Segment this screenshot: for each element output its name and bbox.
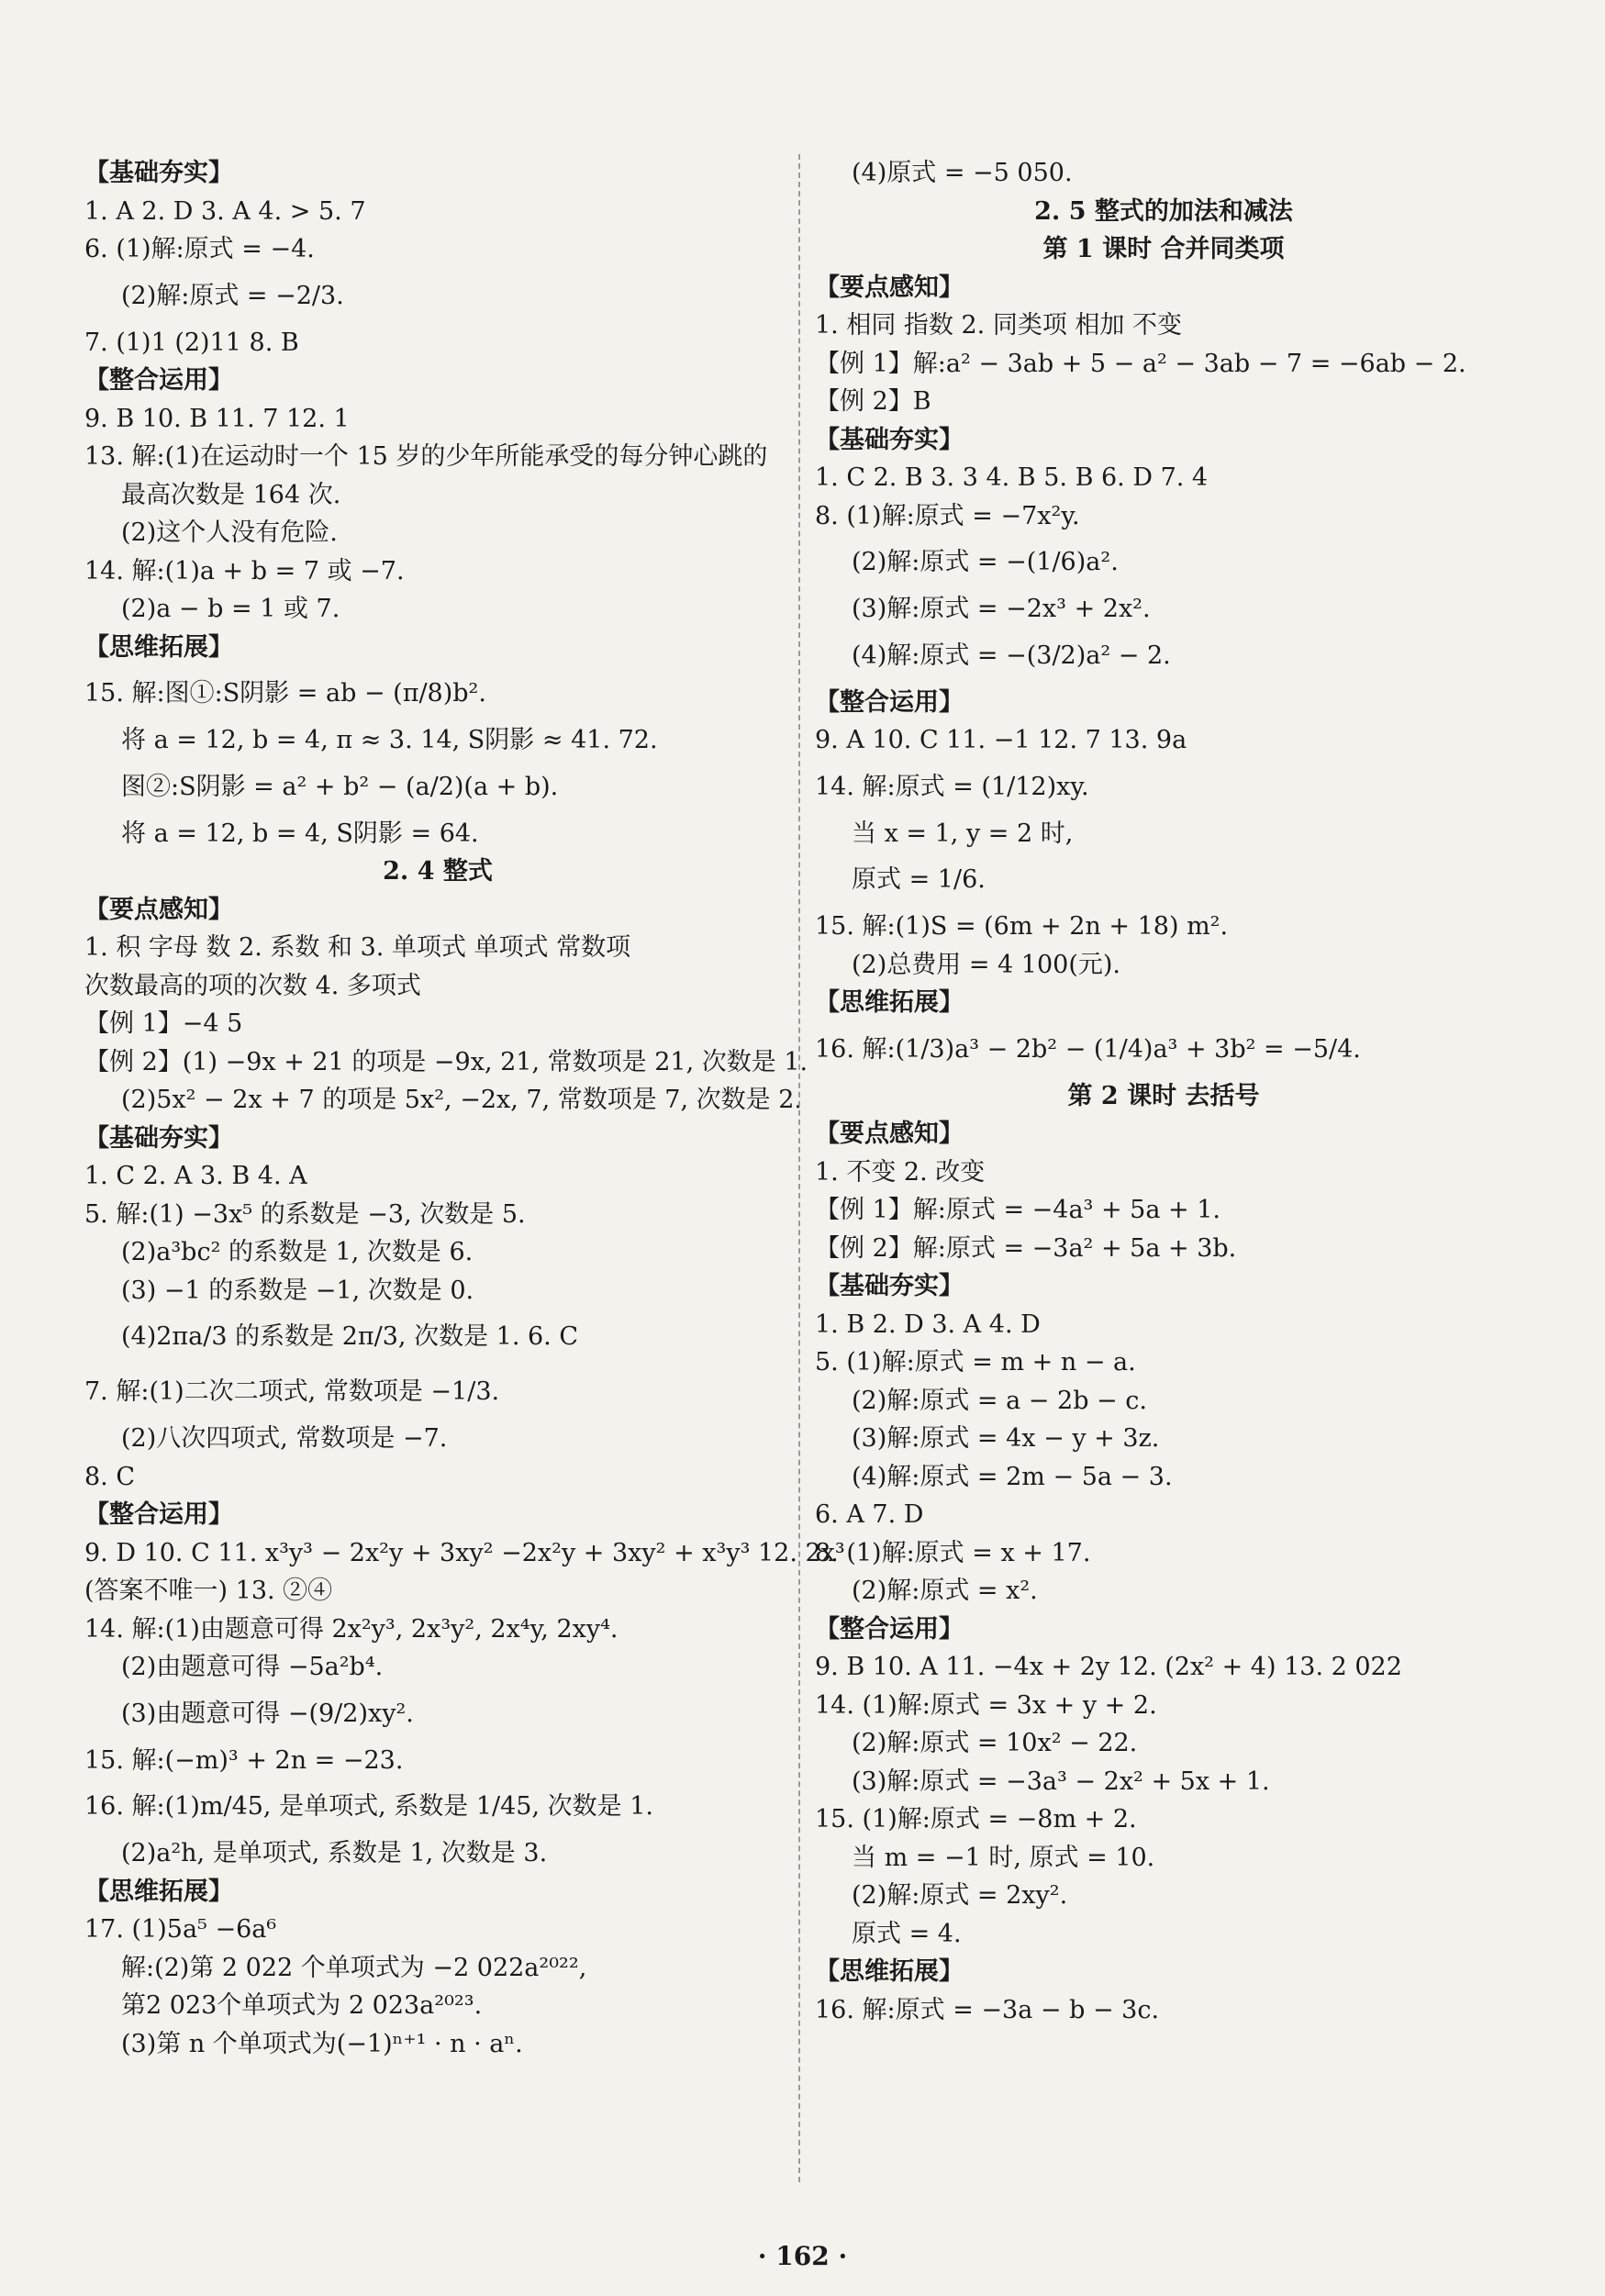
answer-line: 15. 解:图①:S阴影 = ab − (π/8)b². [84, 679, 486, 708]
answer-line: (2)解:原式 = −(1/6)a². [852, 548, 1119, 576]
answer-line: 解:(2)第 2 022 个单项式为 −2 022a²⁰²², [121, 1953, 587, 1982]
chapter-title: 第 1 课时 合并同类项 [1042, 235, 1285, 263]
answer-line: 1. C 2. A 3. B 4. A [84, 1162, 307, 1190]
answer-line: 【例 1】解:原式 = −4a³ + 5a + 1. [815, 1196, 1220, 1224]
section-heading: 【整合运用】 [815, 687, 964, 717]
answer-line: 14. (1)解:原式 = 3x + y + 2. [815, 1690, 1157, 1720]
answer-line: (2)5x² − 2x + 7 的项是 5x², −2x, 7, 常数项是 7, 次数是 2. [121, 1086, 802, 1114]
answer-line: 【例 2】解:原式 = −3a² + 5a + 3b. [815, 1233, 1237, 1263]
answer-line: (3)由题意可得 −(9/2)xy². [121, 1699, 414, 1728]
answer-line: 9. B 10. B 11. 7 12. 1 [84, 404, 350, 433]
answer-line: (4)原式 = −5 050. [852, 159, 1073, 187]
answer-line: 将 a = 12, b = 4, S阴影 = 64. [121, 819, 479, 848]
answer-line: (3)解:原式 = 4x − y + 3z. [852, 1424, 1160, 1453]
answer-line: 1. 积 字母 数 2. 系数 和 3. 单项式 单项式 常数项 [84, 933, 631, 962]
section-heading: 【整合运用】 [84, 1500, 233, 1529]
section-heading: 【要点感知】 [815, 273, 964, 302]
answer-line: 5. (1)解:原式 = m + n − a. [815, 1348, 1136, 1376]
answer-line: 15. 解:(1)S = (6m + 2n + 18) m². [815, 912, 1229, 941]
answer-line: (3)解:原式 = −3a³ − 2x² + 5x + 1. [852, 1767, 1270, 1796]
answer-line: (3)第 n 个单项式为(−1)ⁿ⁺¹ · n · aⁿ. [121, 2029, 523, 2058]
answer-line: (2)a³bc² 的系数是 1, 次数是 6. [121, 1238, 474, 1266]
answer-line: 8. (1)解:原式 = −7x²y. [815, 501, 1080, 530]
section-heading: 【要点感知】 [84, 895, 233, 924]
answer-line: (4)解:原式 = 2m − 5a − 3. [852, 1462, 1173, 1491]
answer-line: (2)解:原式 = 2xy². [852, 1881, 1068, 1910]
answer-line: 16. 解:(1)m/45, 是单项式, 系数是 1/45, 次数是 1. [84, 1792, 653, 1821]
chapter-title: 第 2 课时 去括号 [1067, 1081, 1260, 1110]
answer-line: (2)解:原式 = a − 2b − c. [852, 1386, 1147, 1415]
answer-line: 6. (1)解:原式 = −4. [84, 235, 315, 263]
section-heading: 【思维拓展】 [84, 632, 233, 662]
section-heading: 【基础夯实】 [84, 1123, 233, 1153]
answer-line: (2)解:原式 = x². [852, 1577, 1038, 1605]
answer-line: 第2 023个单项式为 2 023a²⁰²³. [121, 1991, 483, 2020]
answer-line: 8. C [84, 1462, 136, 1491]
answer-line: 15. 解:(−m)³ + 2n = −23. [84, 1745, 404, 1775]
answer-line: 17. (1)5a⁵ −6a⁶ [84, 1915, 277, 1944]
answer-line: 原式 = 1/6. [852, 865, 986, 894]
answer-line: 16. 解:(1/3)a³ − 2b² − (1/4)a³ + 3b² = −5/4. [815, 1034, 1361, 1064]
section-heading: 【要点感知】 [815, 1120, 964, 1148]
answer-line: 图②:S阴影 = a² + b² − (a/2)(a + b). [121, 772, 559, 801]
section-heading: 【思维拓展】 [815, 1957, 964, 1986]
answer-line: 次数最高的项的次数 4. 多项式 [84, 971, 421, 1000]
answer-line: 原式 = 4. [852, 1919, 962, 1948]
answer-line: (2)由题意可得 −5a²b⁴. [121, 1653, 384, 1681]
answer-line: (答案不唯一) 13. ②④ [84, 1577, 333, 1605]
answer-line: 【例 1】解:a² − 3ab + 5 − a² − 3ab − 7 = −6ab − 2. [815, 349, 1466, 378]
answer-line: (2)这个人没有危险. [121, 518, 338, 547]
page-number: · 162 · [757, 2241, 848, 2271]
answer-line: (4)2πa/3 的系数是 2π/3, 次数是 1. 6. C [121, 1322, 578, 1351]
answer-line: (2)a − b = 1 或 7. [121, 595, 340, 623]
column-divider [798, 154, 800, 2182]
answer-line: 16. 解:原式 = −3a − b − 3c. [815, 1995, 1160, 2024]
answer-line: 【例 1】−4 5 [84, 1009, 243, 1038]
chapter-title: 2. 5 整式的加法和减法 [1034, 196, 1293, 226]
answer-line: (2)总费用 = 4 100(元). [852, 950, 1120, 979]
section-heading: 【思维拓展】 [84, 1877, 233, 1906]
section-heading: 【整合运用】 [84, 366, 233, 395]
section-heading: 【基础夯实】 [815, 1272, 964, 1300]
answer-line: (2)八次四项式, 常数项是 −7. [121, 1424, 448, 1453]
answer-line: 14. 解:原式 = (1/12)xy. [815, 772, 1089, 801]
answer-line: 14. 解:(1)由题意可得 2x²y³, 2x³y², 2x⁴y, 2xy⁴. [84, 1614, 619, 1644]
answer-line: 15. (1)解:原式 = −8m + 2. [815, 1805, 1137, 1833]
answer-line: 当 x = 1, y = 2 时, [852, 819, 1074, 848]
answer-line: 1. 不变 2. 改变 [815, 1157, 986, 1187]
answer-line: 最高次数是 164 次. [121, 480, 341, 509]
answer-line: 1. 相同 指数 2. 同类项 相加 不变 [815, 311, 1183, 340]
answer-line: 8. (1)解:原式 = x + 17. [815, 1538, 1091, 1567]
answer-line: (3)解:原式 = −2x³ + 2x². [852, 595, 1151, 623]
answer-line: 9. B 10. A 11. −4x + 2y 12. (2x² + 4) 13. 2 022 [815, 1653, 1402, 1681]
answer-line: 7. (1)1 (2)11 8. B [84, 328, 299, 357]
answer-line: 13. 解:(1)在运动时一个 15 岁的少年所能承受的每分钟心跳的 [84, 442, 768, 471]
answer-line: (2)解:原式 = 10x² − 22. [852, 1729, 1138, 1757]
section-heading: 【基础夯实】 [815, 425, 964, 454]
answer-line: (4)解:原式 = −(3/2)a² − 2. [852, 641, 1171, 670]
answer-line: (2)解:原式 = −2/3. [121, 281, 344, 310]
answer-line: 【例 2】(1) −9x + 21 的项是 −9x, 21, 常数项是 21, 次数是 1. [84, 1047, 808, 1076]
answer-line: 5. 解:(1) −3x⁵ 的系数是 −3, 次数是 5. [84, 1199, 526, 1229]
answer-line: 14. 解:(1)a + b = 7 或 −7. [84, 556, 405, 585]
answer-line: 将 a = 12, b = 4, π ≈ 3. 14, S阴影 ≈ 41. 72. [121, 726, 658, 754]
answer-line: 9. A 10. C 11. −1 12. 7 13. 9a [815, 726, 1187, 754]
answer-line: 1. C 2. B 3. 3 4. B 5. B 6. D 7. 4 [815, 463, 1209, 492]
section-heading: 【基础夯实】 [84, 159, 233, 187]
answer-line: 当 m = −1 时, 原式 = 10. [852, 1843, 1155, 1872]
section-heading: 【思维拓展】 [815, 988, 964, 1017]
right-column [815, 154, 1512, 2029]
answer-line: 1. B 2. D 3. A 4. D [815, 1310, 1041, 1339]
answer-line: 1. A 2. D 3. A 4. > 5. 7 [84, 196, 366, 226]
answer-line: 【例 2】B [815, 387, 931, 416]
left-column [84, 154, 845, 2063]
answer-line: 6. A 7. D [815, 1500, 924, 1529]
section-heading: 【整合运用】 [815, 1614, 964, 1644]
answer-line: (2)a²h, 是单项式, 系数是 1, 次数是 3. [121, 1839, 548, 1867]
answer-line: (3) −1 的系数是 −1, 次数是 0. [121, 1276, 474, 1305]
chapter-title: 2. 4 整式 [383, 857, 493, 886]
answer-line: 9. D 10. C 11. x³y³ − 2x²y + 3xy² −2x²y + 3xy² + x³y³ 12. 2x³ [84, 1538, 845, 1567]
answer-line: 7. 解:(1)二次二项式, 常数项是 −1/3. [84, 1377, 500, 1406]
